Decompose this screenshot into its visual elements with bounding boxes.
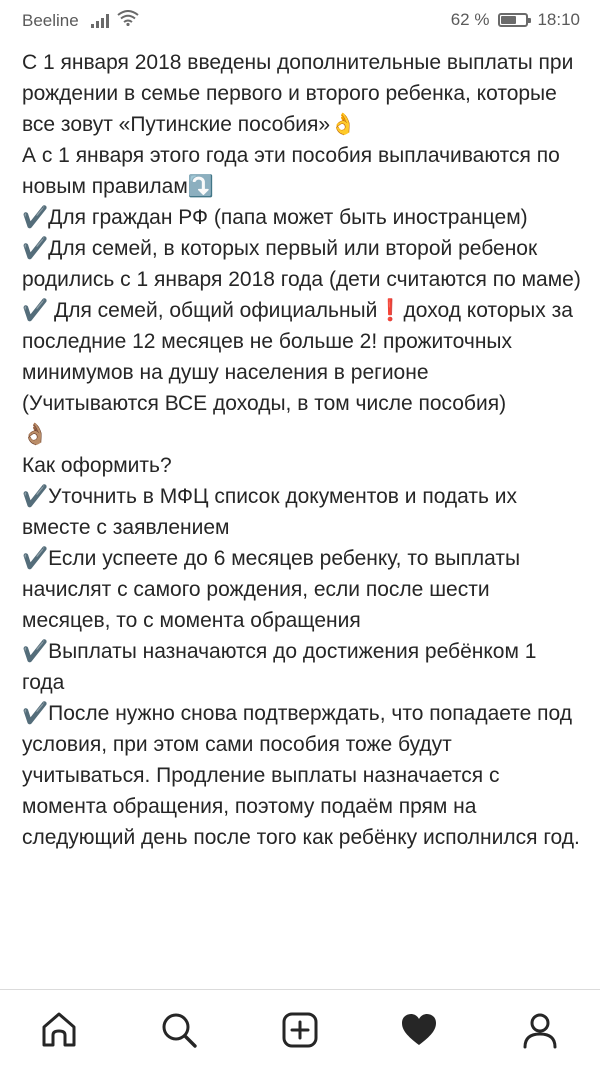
signal-icon (91, 14, 109, 28)
profile-icon[interactable] (518, 1008, 562, 1052)
new-post-icon[interactable] (278, 1008, 322, 1052)
post-line: (Учитываются ВСЕ доходы, в том числе пособия) (22, 392, 507, 415)
battery-icon (498, 13, 528, 27)
activity-heart-icon[interactable] (397, 1008, 441, 1052)
post-line: Как оформить? (22, 454, 172, 477)
carrier-label: Beeline (22, 10, 79, 30)
search-icon[interactable] (157, 1008, 201, 1052)
post-line: ✔️Для семей, в которых первый или второй ребенок родились с 1 января 2018 года (дети считаются по маме) (22, 237, 581, 291)
post-line: 👌🏽 (22, 423, 49, 446)
post-line: ✔️Если успеете до 6 месяцев ребенку, то выплаты начислят с самого рождения, если после шести месяцев, то с момента обращения (22, 547, 526, 632)
wifi-icon (117, 10, 139, 31)
status-bar (0, 0, 600, 40)
post-line: ✔️Для граждан РФ (папа может быть иностранцем) (22, 206, 528, 229)
home-icon[interactable] (37, 1008, 81, 1052)
battery-percent: 62 % (450, 10, 490, 29)
status-right (451, 10, 580, 30)
post-line: ✔️ Для семей, общий официальный❗️доход которых за последние 12 месяцев не больше 2! прожиточных минимумов на душу населения в регионе (22, 299, 579, 384)
post-line: ✔️Уточнить в МФЦ список документов и подать их вместе с заявлением (22, 485, 523, 539)
post-line: ✔️Выплаты назначаются до достижения ребёнком 1 года (22, 640, 543, 694)
clock: 18:10 (537, 10, 580, 29)
battery-level (501, 16, 516, 24)
post-line: С 1 января 2018 введены дополнительные выплаты при рождении в семье первого и второго ребенка, которые все зовут «Путинские пособия»👌 (22, 51, 580, 136)
post-line: А с 1 января этого года эти пособия выплачиваются по новым правилам⤵️ (22, 144, 566, 198)
bottom-nav (0, 989, 600, 1067)
post-caption (22, 47, 582, 853)
status-left (22, 10, 139, 31)
post-line: ✔️После нужно снова подтверждать, что попадаете под условия, при этом сами пособия тоже будут учитываться. Продление выплаты назначается с момента обращения, поэтому подаём прям на следующий день после того как ребёнку исполнился год. (22, 702, 580, 849)
